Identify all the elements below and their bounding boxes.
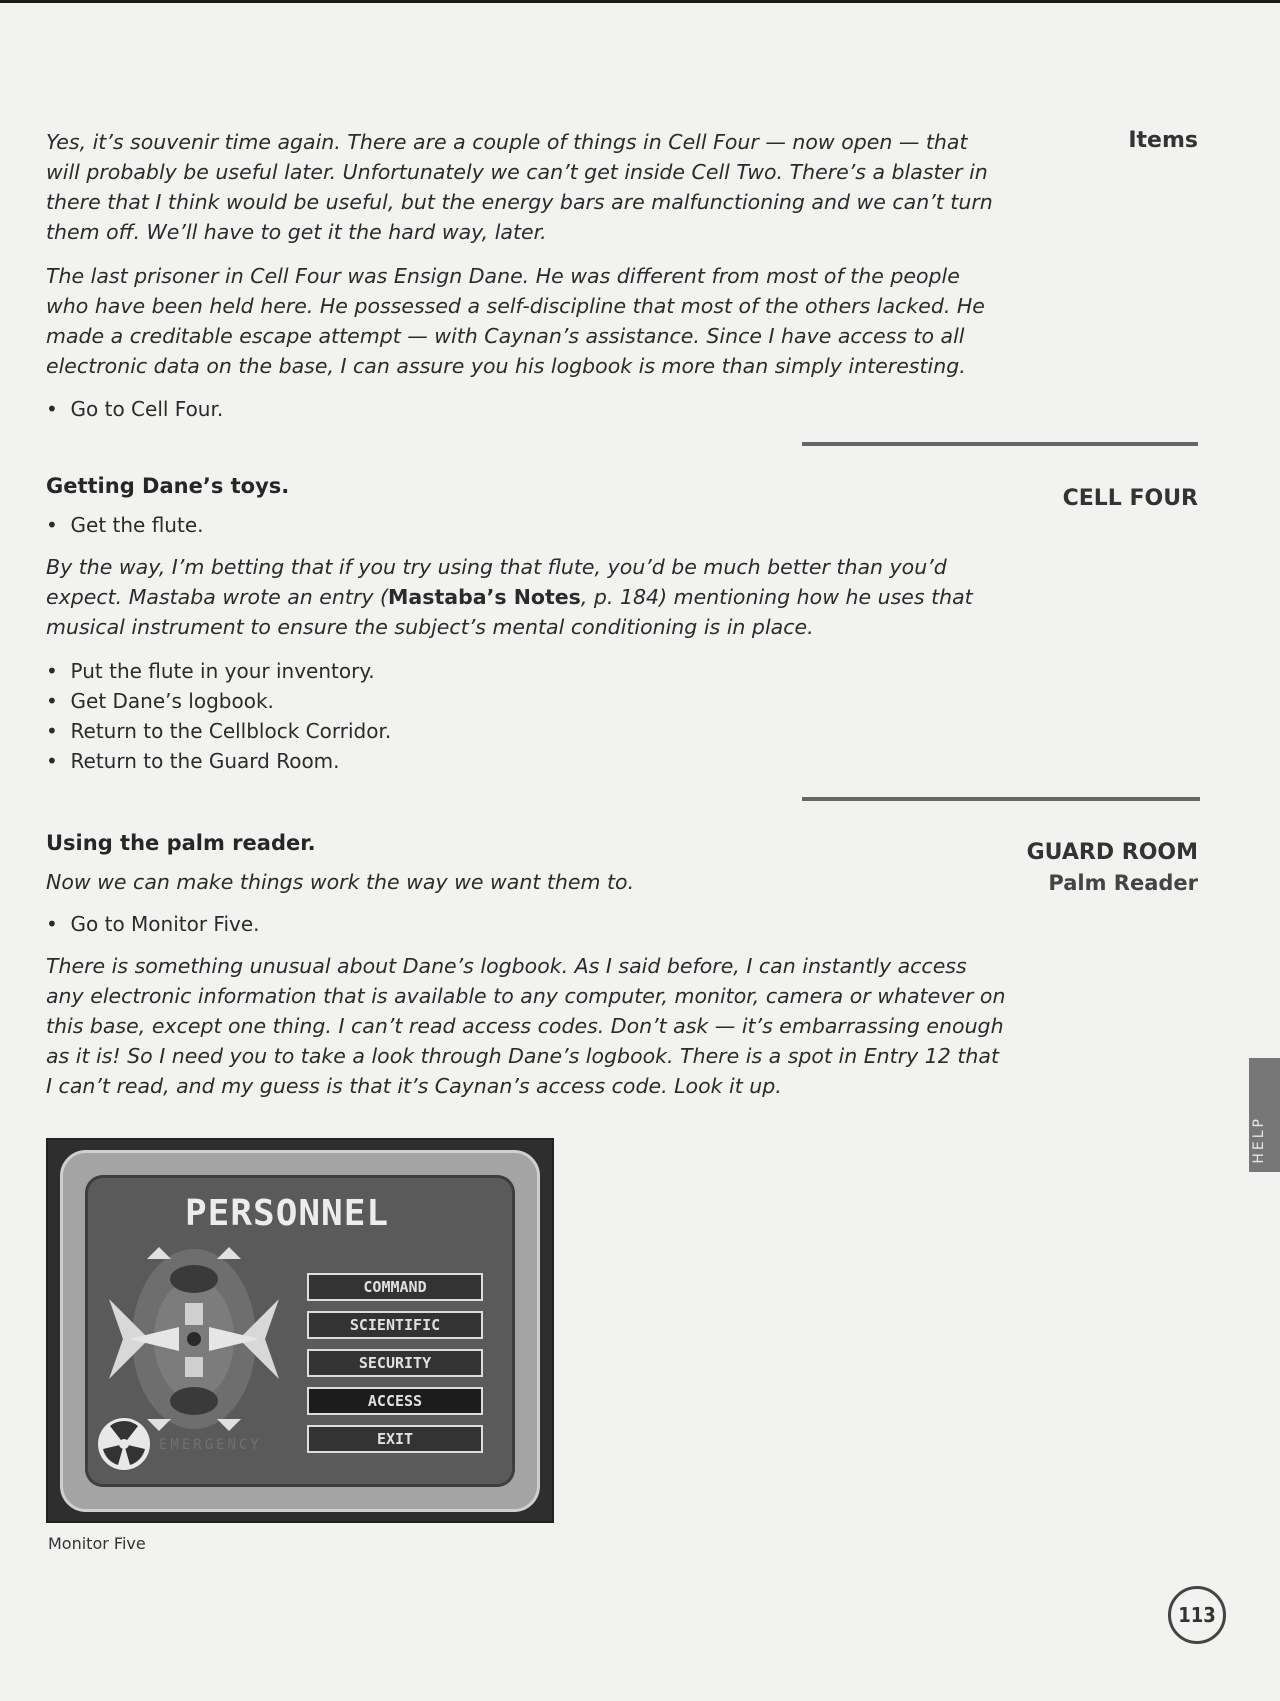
para-text-post: , p. 184) mentioning how he uses that musical instrument to ensure the subject’s mental conditioning is in place.	[46, 585, 973, 639]
side-label-guard-room	[1027, 838, 1198, 898]
intro-bullet: • Go to Cell Four.	[46, 394, 1006, 424]
intro-paragraph-1: Yes, it’s souvenir time again. There are a couple of things in Cell Four — now open — that will probably be useful later. Unfortunately we can’t get inside Cell Two. There’s a blaster in there that I think would be useful, but the energy bars are malfunctioning and we can’t turn them off. We’ll have to get it the hard way, later.	[46, 130, 993, 244]
list-item: • Return to the Guard Room.	[46, 746, 1006, 776]
intro-paragraph-2: The last prisoner in Cell Four was Ensign Dane. He was different from most of the people who have been held here. He possessed a self-discipline that most of the others lacked. He made a creditable escape attempt — with Caynan’s assistance. Since I have access to all electronic data on the base, I can assure you his logbook is more than simply interesting.	[46, 264, 985, 378]
radiation-hazard-icon	[97, 1417, 151, 1471]
side-label-items: Items	[1128, 128, 1198, 153]
guard-room-section	[46, 831, 1006, 1101]
monitor-frame	[60, 1150, 540, 1512]
list-item: • Put the flute in your inventory.	[46, 656, 1006, 686]
guard-room-bullet: • Go to Monitor Five.	[46, 909, 1006, 939]
para-text-pre: By the way, I’m betting that if you try using that flute, you’d be much better than you’d expect. Mastaba wrote an entry (	[46, 555, 947, 609]
section-divider-2	[802, 797, 1200, 801]
menu-button-command: COMMAND	[307, 1273, 483, 1301]
section-heading-guard-room: Using the palm reader.	[46, 831, 316, 855]
mastaba-notes-reference: Mastaba’s Notes	[388, 585, 581, 609]
list-item: • Return to the Cellblock Corridor.	[46, 716, 1006, 746]
guard-room-label: GUARD ROOM	[1026, 840, 1198, 865]
cell-four-bullet-list	[46, 656, 1006, 776]
top-border-line	[0, 0, 1280, 3]
personnel-title: PERSONNEL	[185, 1193, 390, 1234]
section-divider-1	[802, 442, 1198, 446]
monitor-screen	[85, 1175, 515, 1487]
screenshot-caption: Monitor Five	[48, 1534, 146, 1553]
list-item: • Get Dane’s logbook.	[46, 686, 1006, 716]
monitor-five-screenshot	[46, 1138, 554, 1523]
menu-button-scientific: SCIENTIFIC	[307, 1311, 483, 1339]
guard-room-paragraph-2: There is something unusual about Dane’s logbook. As I said before, I can instantly access any electronic information that is available to any computer, monitor, camera or whatever on this base, except one thing. I can’t read access codes. Don’t ask — it’s embarrassing enough as it is! So I need you to take a look through Dane’s logbook. There is a spot in Entry 12 that I can’t read, and my guess is that it’s Caynan’s access code. Look it up.	[46, 954, 1006, 1098]
palm-reader-label: Palm Reader	[1048, 871, 1198, 895]
side-label-cell-four: CELL FOUR	[1062, 486, 1198, 511]
cell-four-bullet-1: • Get the flute.	[46, 510, 1006, 540]
guard-room-paragraph-1: Now we can make things work the way we want them to.	[46, 870, 635, 894]
emergency-label: EMERGENCY	[159, 1437, 262, 1453]
cell-four-section	[46, 474, 1006, 776]
intro-section	[46, 127, 1006, 424]
help-tab-label: HELP	[1251, 1116, 1267, 1164]
personnel-emblem-icon	[99, 1239, 289, 1439]
page-number: 113	[1168, 1586, 1226, 1644]
help-tab	[1249, 1058, 1280, 1172]
section-heading-cell-four: Getting Dane’s toys.	[46, 474, 290, 498]
cell-four-paragraph	[46, 552, 1006, 642]
menu-button-access: ACCESS	[307, 1387, 483, 1415]
menu-button-security: SECURITY	[307, 1349, 483, 1377]
menu-button-exit: EXIT	[307, 1425, 483, 1453]
personnel-menu	[307, 1273, 483, 1463]
